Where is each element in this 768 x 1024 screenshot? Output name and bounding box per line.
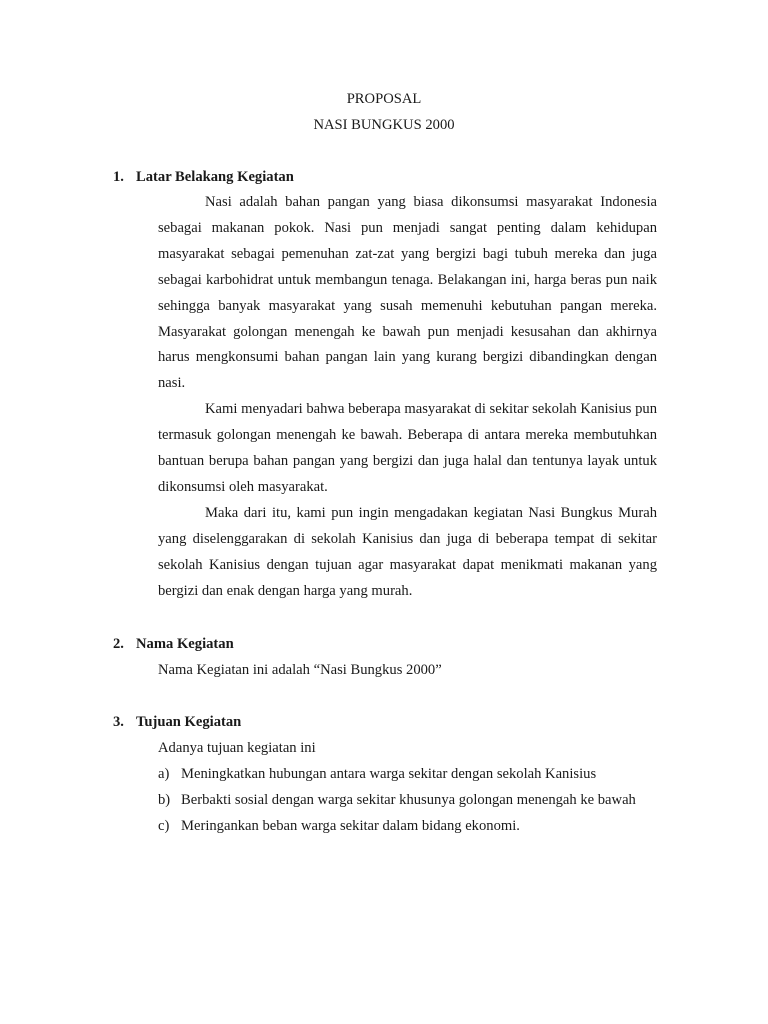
list-marker: a): [158, 766, 170, 782]
list-item-text: Meringankan beban warga sekitar dalam bidang ekonomi.: [181, 818, 520, 834]
section-heading-latar-belakang: [113, 169, 294, 186]
section-number: 3.: [113, 714, 124, 730]
list-marker: c): [158, 818, 170, 834]
list-marker: b): [158, 792, 171, 808]
section-text-nama-kegiatan: Nama Kegiatan ini adalah “Nasi Bungkus 2000”: [158, 662, 442, 678]
section-intro-tujuan: Adanya tujuan kegiatan ini: [158, 740, 316, 756]
section-title: Tujuan Kegiatan: [136, 714, 242, 730]
document-subtitle: NASI BUNGKUS 2000: [313, 117, 455, 133]
section-heading-nama-kegiatan: [113, 636, 234, 653]
list-item: [158, 818, 520, 835]
list-item: [158, 766, 596, 783]
list-item: [158, 792, 636, 809]
section-title: Latar Belakang Kegiatan: [136, 169, 294, 185]
paragraph: Nasi adalah bahan pangan yang biasa dikonsumsi masyarakat Indonesia sebagai makanan pokok. Nasi pun menjadi sangat penting dalam kehidupan masyarakat sebagai pemenuhan zat-zat yang bergizi bagi tubuh mereka dan juga sebagai karbohidrat untuk membangun tenaga. Belakangan ini, harga beras pun naik sehingga banyak masyarakat yang susah memenuhi kebutuhan pangan mereka. Masyarakat golongan menengah ke bawah pun menjadi kesusahan dan akhirnya harus mengkonsumi bahan pangan lain yang kurang bergizi dibandingkan dengan nasi.: [158, 194, 657, 392]
paragraph: Kami menyadari bahwa beberapa masyarakat di sekitar sekolah Kanisius pun termasuk golongan menengah ke bawah. Beberapa di antara mereka membutuhkan bantuan berupa bahan pangan yang bergizi dan juga halal dan tentunya layak untuk dikonsumsi oleh masyarakat.: [158, 401, 657, 495]
list-item-text: Meningkatkan hubungan antara warga sekitar dengan sekolah Kanisius: [181, 766, 597, 782]
list-item-text: Berbakti sosial dengan warga sekitar khusunya golongan menengah ke bawah: [181, 792, 636, 808]
document-title: PROPOSAL: [346, 91, 422, 107]
section-title: Nama Kegiatan: [136, 636, 234, 652]
section-number: 2.: [113, 636, 124, 652]
section-number: 1.: [113, 169, 124, 185]
paragraph: Maka dari itu, kami pun ingin mengadakan kegiatan Nasi Bungkus Murah yang diselenggarakan di sekolah Kanisius dan juga di beberapa tempat di sekitar sekolah Kanisius dengan tujuan agar masyarakat dapat menikmati makanan yang bergizi dan enak dengan harga yang murah.: [158, 504, 657, 599]
section-heading-tujuan-kegiatan: [113, 714, 241, 731]
section-body-latar-belakang: [158, 190, 657, 605]
